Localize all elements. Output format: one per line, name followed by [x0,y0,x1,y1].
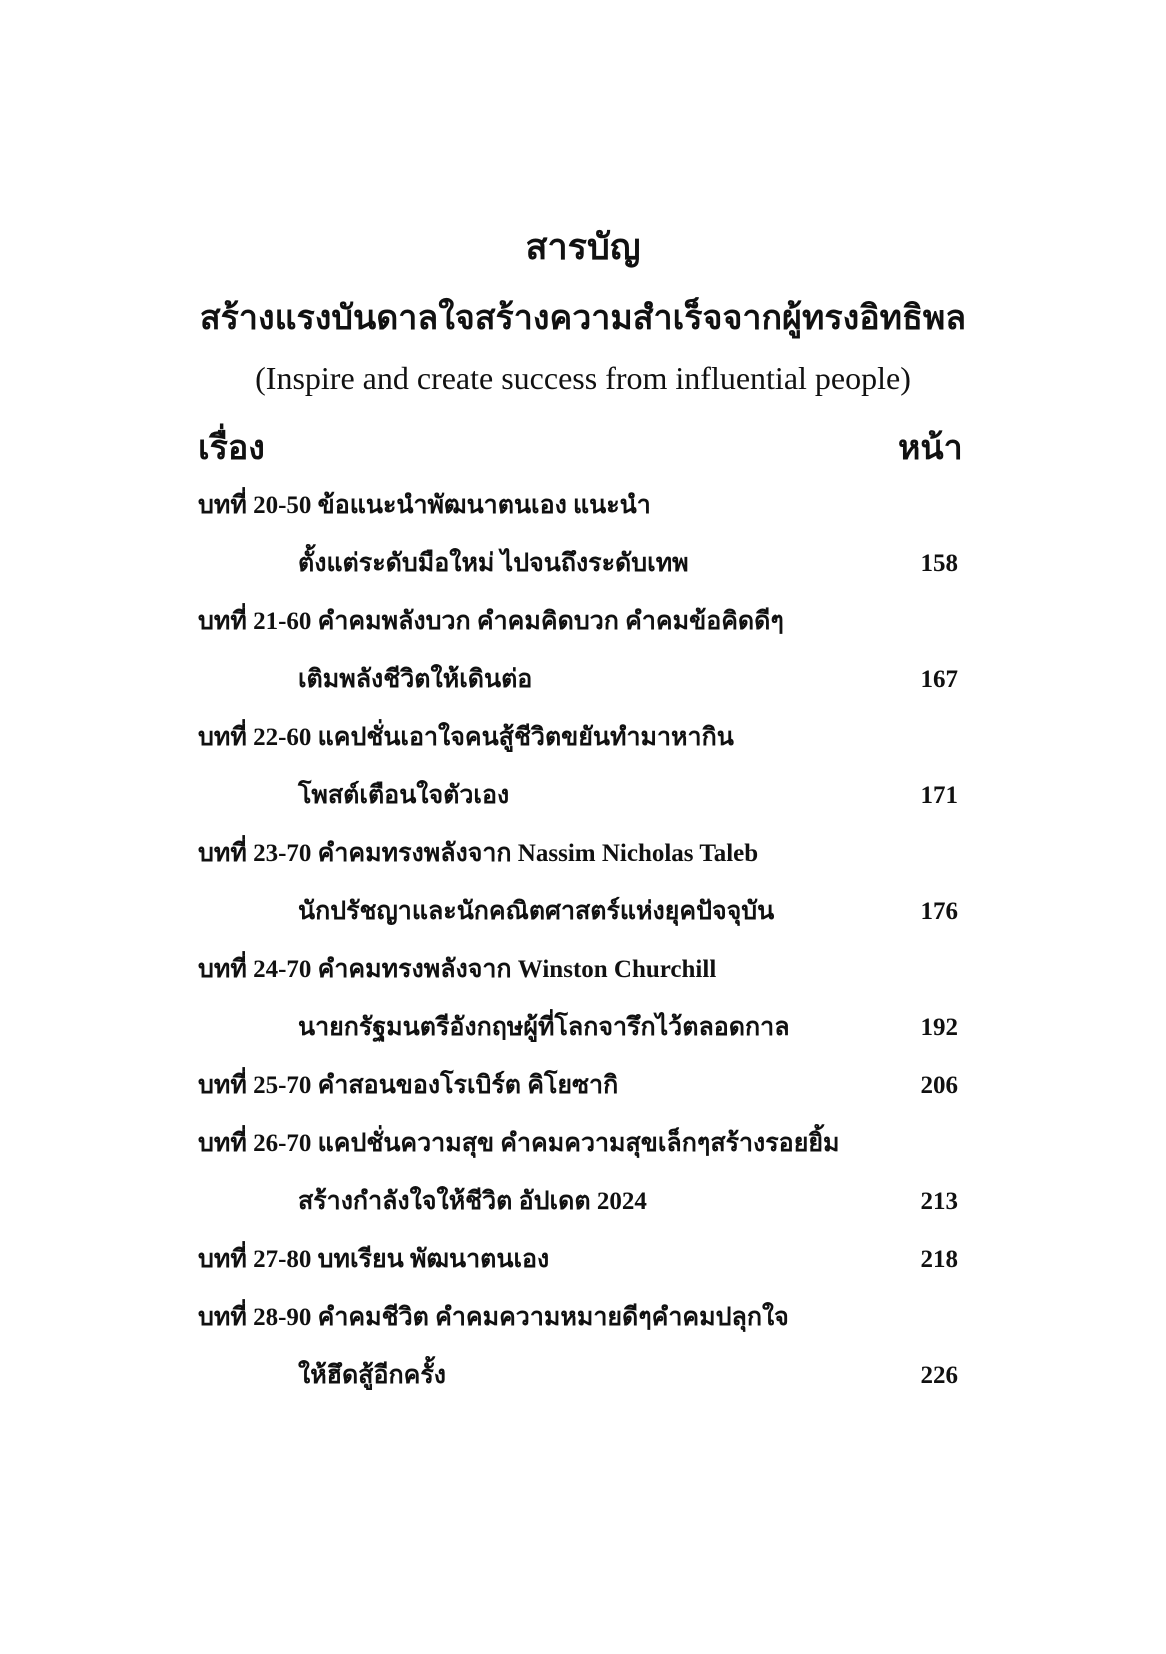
toc-entry-line [198,891,958,949]
book-title: สร้างแรงบันดาลใจสร้างความสำเร็จจากผู้ทรงอิทธิพล [199,300,967,337]
toc-page-number: 218 [920,1246,958,1273]
toc-entry-title: บทที่ 27-80 บทเรียน พัฒนาตนเอง [198,1246,550,1273]
toc-page-number: 171 [920,782,958,809]
toc-entry-line [198,543,958,601]
toc-entry-line [198,1297,958,1355]
toc-entry-subtitle: โพสต์เตือนใจตัวเอง [298,782,510,809]
toc-entry [198,1123,958,1239]
toc-entry [198,949,958,1065]
toc-entry-title: บทที่ 20-50 ข้อแนะนำพัฒนาตนเอง แนะนำ [198,492,651,519]
toc-entry [198,833,958,949]
column-header-page: หน้า [898,430,963,467]
toc-entry-line [198,601,958,659]
toc-page-number: 192 [920,1014,958,1041]
toc-entry-line [198,1181,958,1239]
toc-entry [198,1239,958,1297]
toc-entry-title: บทที่ 28-90 คำคมชีวิต คำคมความหมายดีๆคำคมปลุกใจ [198,1304,789,1331]
toc-entry-subtitle: นายกรัฐมนตรีอังกฤษผู้ที่โลกจารึกไว้ตลอดกาล [298,1014,790,1041]
toc-entry-line [198,833,958,891]
toc-entry-title: บทที่ 24-70 คำคมทรงพลังจาก Winston Churchill [198,956,717,983]
toc-entry-line [198,717,958,775]
toc-entry-title: บทที่ 21-60 คำคมพลังบวก คำคมคิดบวก คำคมข้อคิดดีๆ [198,608,784,635]
column-header-topic: เรื่อง [198,430,265,467]
toc-entry-subtitle: สร้างกำลังใจให้ชีวิต อัปเดต 2024 [298,1188,647,1215]
toc-entry-title: บทที่ 25-70 คำสอนของโรเบิร์ต คิโยซากิ [198,1072,619,1099]
toc-entry-line [198,949,958,1007]
toc-entry-title: บทที่ 26-70 แคปชั่นความสุข คำคมความสุขเล็กๆสร้างรอยยิ้ม [198,1130,840,1157]
toc-page-number: 176 [920,898,958,925]
toc-entry-title: บทที่ 22-60 แคปชั่นเอาใจคนสู้ชีวิตขยันทำมาหากิน [198,724,734,751]
toc-page-number: 213 [920,1188,958,1215]
toc-entry-subtitle: เติมพลังชีวิตให้เดินต่อ [298,666,533,693]
toc-entry [198,601,958,717]
book-subtitle: (Inspire and create success from influential people) [255,360,911,396]
toc-entry [198,717,958,833]
toc-entry-line [198,1123,958,1181]
toc-entry-subtitle: นักปรัชญาและนักคณิตศาสตร์แห่งยุคปัจจุบัน [298,898,775,925]
toc-title: สารบัญ [525,227,641,267]
toc-entry-line [198,1007,958,1065]
toc-entry [198,1065,958,1123]
toc-page-number: 167 [920,666,958,693]
toc-entry [198,1297,958,1413]
toc-entry-subtitle: ตั้งแต่ระดับมือใหม่ ไปจนถึงระดับเทพ [298,550,689,577]
toc-page-number: 158 [920,550,958,577]
toc-entry [198,485,958,601]
toc-entry-title: บทที่ 23-70 คำคมทรงพลังจาก Nassim Nicholas Taleb [198,840,759,867]
toc-entry-line [198,1239,958,1297]
toc-page-number: 226 [920,1362,958,1389]
toc-entry-line [198,775,958,833]
toc-entry-line [198,1065,958,1123]
toc-page-number: 206 [920,1072,958,1099]
toc-entry-line [198,1355,958,1413]
toc-entry-line [198,485,958,543]
toc-entry-subtitle: ให้ฮึดสู้อีกครั้ง [298,1362,446,1389]
toc-list [198,485,958,1413]
toc-entry-line [198,659,958,717]
